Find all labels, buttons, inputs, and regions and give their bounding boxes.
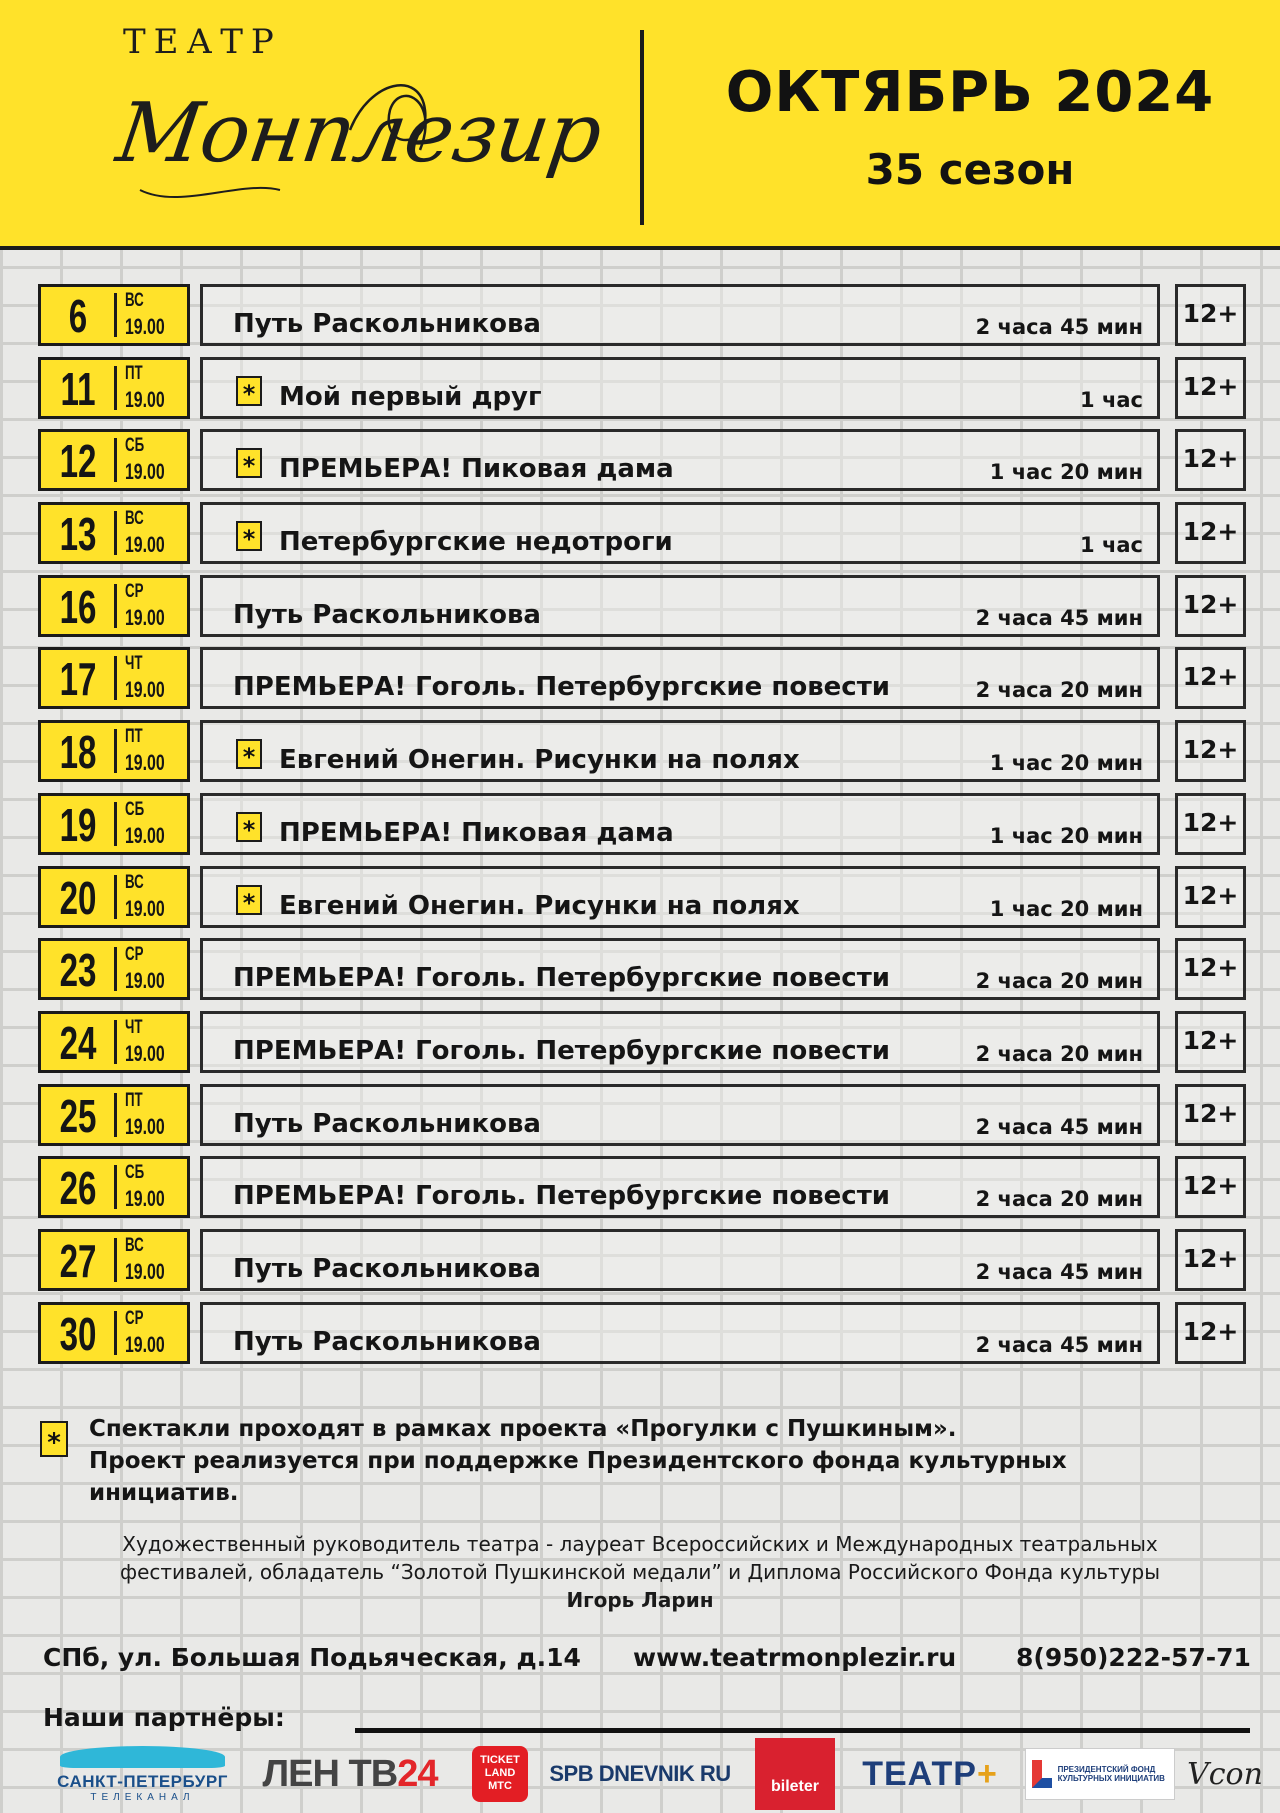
spbdnevnik-logo[interactable]: SPB DNEVNIK RU bbox=[549, 1761, 731, 1786]
age-rating-badge: 12+ bbox=[1175, 1084, 1246, 1146]
footnote bbox=[89, 1413, 1169, 1509]
spb-tv-logo[interactable] bbox=[55, 1740, 230, 1808]
show-time: 19.00 bbox=[125, 1331, 165, 1357]
age-rating-badge: 12+ bbox=[1175, 938, 1246, 1000]
age-rating-badge: 12+ bbox=[1175, 429, 1246, 491]
day-number: 12 bbox=[59, 435, 97, 488]
date-divider bbox=[114, 1238, 117, 1282]
partners-divider bbox=[355, 1728, 1250, 1733]
age-rating-badge: 12+ bbox=[1175, 1302, 1246, 1364]
date-box bbox=[38, 938, 190, 1000]
spb-tv-sub: ТЕЛЕКАНАЛ bbox=[90, 1791, 195, 1803]
date-divider bbox=[114, 656, 117, 700]
director-info bbox=[40, 1530, 1240, 1614]
date-divider bbox=[114, 1020, 117, 1064]
footnote-line: Проект реализуется при поддержке Президентского фонда культурных bbox=[89, 1448, 1067, 1474]
weekday: ВС bbox=[125, 871, 144, 893]
wave-icon bbox=[60, 1746, 225, 1768]
bileter-logo[interactable] bbox=[755, 1740, 835, 1808]
date-box bbox=[38, 284, 190, 346]
date-divider bbox=[114, 584, 117, 628]
show-title: ПРЕМЬЕРА! Гоголь. Петербургские повести bbox=[233, 1181, 890, 1212]
show-title: ПРЕМЬЕРА! Гоголь. Петербургские повести bbox=[233, 963, 890, 994]
date-box bbox=[38, 1302, 190, 1364]
show-time: 19.00 bbox=[125, 604, 165, 630]
show-title: Путь Раскольникова bbox=[233, 599, 541, 630]
theatre-logo: Монплезир bbox=[111, 86, 607, 181]
day-number: 23 bbox=[59, 944, 97, 997]
partners-logos bbox=[55, 1740, 1263, 1810]
asterisk-marker: * bbox=[236, 812, 262, 842]
show-box[interactable] bbox=[200, 429, 1160, 491]
spb-tv-name: САНКТ-ПЕТЕРБУРГ bbox=[57, 1771, 228, 1791]
show-title: Путь Раскольникова bbox=[233, 309, 541, 339]
date-box bbox=[38, 647, 190, 709]
show-time: 19.00 bbox=[125, 750, 165, 776]
show-box[interactable] bbox=[200, 575, 1160, 637]
show-title: Путь Раскольникова bbox=[233, 1108, 541, 1139]
show-time: 19.00 bbox=[125, 968, 165, 994]
day-number: 25 bbox=[59, 1089, 97, 1142]
day-number: 17 bbox=[59, 653, 97, 706]
director-name: Игорь Ларин bbox=[566, 1588, 714, 1612]
show-box[interactable] bbox=[200, 357, 1160, 419]
website-link[interactable]: www.teatrmonplezir.ru bbox=[633, 1643, 957, 1672]
weekday: ЧТ bbox=[125, 653, 143, 675]
header-divider bbox=[640, 30, 644, 225]
age-rating-badge: 12+ bbox=[1175, 1156, 1246, 1218]
date-divider bbox=[114, 947, 117, 991]
show-time: 19.00 bbox=[125, 895, 165, 921]
show-box[interactable] bbox=[200, 1302, 1160, 1364]
age-rating-badge: 12+ bbox=[1175, 793, 1246, 855]
schedule-row bbox=[38, 499, 1246, 572]
schedule-row bbox=[38, 935, 1246, 1008]
day-number: 20 bbox=[59, 871, 97, 924]
ticketland-logo[interactable] bbox=[470, 1740, 530, 1808]
day-number: 24 bbox=[59, 1016, 97, 1069]
show-box[interactable] bbox=[200, 647, 1160, 709]
date-box bbox=[38, 429, 190, 491]
age-rating-badge: 12+ bbox=[1175, 1011, 1246, 1073]
pfki-text: ПРЕЗИДЕНТСКИЙ ФОНД КУЛЬТУРНЫХ ИНИЦИАТИВ bbox=[1057, 1765, 1165, 1783]
schedule-row bbox=[38, 644, 1246, 717]
show-box[interactable] bbox=[200, 793, 1160, 855]
show-duration: 2 часа 20 мин bbox=[975, 1187, 1143, 1212]
age-rating-badge: 12+ bbox=[1175, 357, 1246, 419]
weekday: ВС bbox=[125, 508, 144, 530]
weekday: СР bbox=[125, 1307, 144, 1329]
show-box[interactable] bbox=[200, 1011, 1160, 1073]
age-rating-badge: 12+ bbox=[1175, 647, 1246, 709]
date-divider bbox=[114, 729, 117, 773]
show-box[interactable] bbox=[200, 866, 1160, 928]
weekday: ПТ bbox=[125, 1089, 143, 1111]
lentv-number: 24 bbox=[397, 1752, 438, 1795]
weekday: ПТ bbox=[125, 362, 143, 384]
lentv24-logo[interactable] bbox=[250, 1740, 450, 1808]
weekday: ВС bbox=[125, 290, 144, 311]
weekday: СБ bbox=[125, 798, 145, 820]
day-number: 13 bbox=[59, 508, 97, 561]
show-duration: 2 часа 45 мин bbox=[975, 605, 1143, 630]
day-number: 19 bbox=[59, 798, 97, 851]
date-box bbox=[38, 1011, 190, 1073]
show-time: 19.00 bbox=[125, 822, 165, 848]
weekday: СБ bbox=[125, 1162, 145, 1184]
age-rating-badge: 12+ bbox=[1175, 284, 1246, 346]
show-duration: 2 часа 45 мин bbox=[975, 1114, 1143, 1139]
show-title: Евгений Онегин. Рисунки на полях bbox=[279, 745, 800, 776]
director-line: Художественный руководитель театра - лауреат Всероссийских и Международных театральных bbox=[122, 1532, 1158, 1556]
age-rating-badge: 12+ bbox=[1175, 720, 1246, 782]
schedule-row bbox=[38, 790, 1246, 863]
day-number: 27 bbox=[59, 1234, 97, 1287]
asterisk-marker: * bbox=[236, 521, 262, 551]
schedule-row bbox=[38, 281, 1246, 354]
day-number: 16 bbox=[59, 580, 97, 633]
teatr-text: ТЕАТР bbox=[862, 1754, 977, 1793]
schedule-row bbox=[38, 717, 1246, 790]
show-duration: 2 часа 45 мин bbox=[975, 1332, 1143, 1357]
schedule-row bbox=[38, 1226, 1246, 1299]
day-number: 18 bbox=[59, 726, 97, 779]
date-box bbox=[38, 1156, 190, 1218]
asterisk-marker: * bbox=[236, 448, 262, 478]
show-box[interactable] bbox=[200, 1084, 1160, 1146]
show-duration: 1 час 20 мин bbox=[989, 751, 1143, 776]
date-box bbox=[38, 720, 190, 782]
show-duration: 1 час 20 мин bbox=[989, 896, 1143, 921]
show-duration: 2 часа 20 мин bbox=[975, 969, 1143, 994]
show-time: 19.00 bbox=[125, 459, 165, 485]
date-divider bbox=[114, 1093, 117, 1137]
date-box bbox=[38, 357, 190, 419]
address: СПб, ул. Большая Подьяческая, д.14 bbox=[43, 1643, 581, 1672]
day-number: 30 bbox=[59, 1307, 97, 1360]
bileter-text: bileter bbox=[755, 1738, 835, 1810]
show-title: Путь Раскольникова bbox=[233, 1326, 541, 1357]
date-box bbox=[38, 1229, 190, 1291]
header-banner bbox=[0, 0, 1280, 250]
schedule-row bbox=[38, 1081, 1246, 1154]
pfki-mark-icon bbox=[1032, 1760, 1052, 1788]
director-line: фестивалей, обладатель “Золотой Пушкинской медали” и Диплома Российского Фонда культуры bbox=[119, 1560, 1161, 1584]
show-box[interactable] bbox=[200, 284, 1160, 346]
schedule-list bbox=[38, 281, 1246, 1371]
schedule-row bbox=[38, 1008, 1246, 1081]
lentv-text: ЛЕН ТВ bbox=[262, 1752, 398, 1795]
season-title: 35 сезон bbox=[865, 145, 1075, 194]
show-title: ПРЕМЬЕРА! Гоголь. Петербургские повести bbox=[233, 1035, 890, 1066]
month-title: ОКТЯБРЬ 2024 bbox=[725, 60, 1215, 125]
show-title: ПРЕМЬЕРА! Пиковая дама bbox=[279, 454, 674, 485]
partners-label: Наши партнёры: bbox=[43, 1703, 285, 1732]
pfki-logo[interactable] bbox=[1025, 1740, 1175, 1808]
phone-number[interactable]: 8(950)222-57-71 bbox=[1016, 1643, 1251, 1672]
footnote-asterisk: * bbox=[40, 1421, 68, 1457]
asterisk-marker: * bbox=[236, 739, 262, 769]
date-divider bbox=[114, 802, 117, 846]
footnote-line: инициатив. bbox=[89, 1480, 239, 1506]
show-time: 19.00 bbox=[125, 532, 165, 558]
show-duration: 2 часа 45 мин bbox=[975, 315, 1143, 339]
asterisk-marker: * bbox=[236, 885, 262, 915]
show-time: 19.00 bbox=[125, 1040, 165, 1066]
schedule-row bbox=[38, 1299, 1246, 1372]
schedule-row bbox=[38, 863, 1246, 936]
show-duration: 1 час 20 мин bbox=[989, 460, 1143, 485]
show-box[interactable] bbox=[200, 720, 1160, 782]
contacts-bar bbox=[43, 1643, 1251, 1679]
schedule-row bbox=[38, 354, 1246, 427]
show-title: Мой первый друг bbox=[279, 381, 542, 412]
date-box bbox=[38, 793, 190, 855]
schedule-row bbox=[38, 572, 1246, 645]
date-divider bbox=[114, 875, 117, 919]
age-rating-badge: 12+ bbox=[1175, 575, 1246, 637]
teatr-plus-sign: + bbox=[976, 1754, 998, 1793]
show-time: 19.00 bbox=[125, 1186, 165, 1212]
date-box bbox=[38, 575, 190, 637]
show-duration: 2 часа 20 мин bbox=[975, 678, 1143, 703]
day-number: 6 bbox=[68, 290, 88, 342]
show-time: 19.00 bbox=[125, 314, 165, 339]
show-duration: 1 час bbox=[1080, 533, 1143, 558]
show-box[interactable] bbox=[200, 938, 1160, 1000]
date-divider bbox=[114, 438, 117, 482]
vcon-logo[interactable]: Vcon bbox=[1187, 1756, 1263, 1792]
show-duration: 1 час bbox=[1080, 387, 1143, 412]
ticketland-text: TICKET LAND МТС bbox=[472, 1746, 528, 1802]
day-number: 11 bbox=[60, 362, 96, 415]
show-duration: 1 час 20 мин bbox=[989, 823, 1143, 848]
date-divider bbox=[114, 1311, 117, 1355]
show-time: 19.00 bbox=[125, 386, 165, 412]
schedule-row bbox=[38, 426, 1246, 499]
schedule-row bbox=[38, 1153, 1246, 1226]
show-title: Путь Раскольникова bbox=[233, 1253, 541, 1284]
date-box bbox=[38, 1084, 190, 1146]
teatr-plus-logo[interactable] bbox=[855, 1740, 1005, 1808]
day-number: 26 bbox=[59, 1162, 97, 1215]
date-divider bbox=[114, 293, 117, 337]
show-title: ПРЕМЬЕРА! Пиковая дама bbox=[279, 817, 674, 848]
weekday: СБ bbox=[125, 435, 145, 457]
weekday: СР bbox=[125, 580, 144, 602]
theatre-word: ТЕАТР bbox=[123, 22, 282, 62]
footnote-line: Спектакли проходят в рамках проекта «Прогулки с Пушкиным». bbox=[89, 1416, 957, 1442]
date-box bbox=[38, 866, 190, 928]
weekday: СР bbox=[125, 944, 144, 966]
show-box[interactable] bbox=[200, 1156, 1160, 1218]
show-time: 19.00 bbox=[125, 677, 165, 703]
date-box bbox=[38, 502, 190, 564]
show-box[interactable] bbox=[200, 1229, 1160, 1291]
weekday: ПТ bbox=[125, 726, 143, 748]
show-time: 19.00 bbox=[125, 1258, 165, 1284]
date-divider bbox=[114, 366, 117, 410]
show-duration: 2 часа 20 мин bbox=[975, 1041, 1143, 1066]
show-duration: 2 часа 45 мин bbox=[975, 1259, 1143, 1284]
weekday: ЧТ bbox=[125, 1016, 143, 1038]
show-title: Евгений Онегин. Рисунки на полях bbox=[279, 890, 800, 921]
asterisk-marker: * bbox=[236, 376, 262, 406]
age-rating-badge: 12+ bbox=[1175, 866, 1246, 928]
weekday: ВС bbox=[125, 1234, 144, 1256]
show-title: Петербургские недотроги bbox=[279, 527, 673, 558]
age-rating-badge: 12+ bbox=[1175, 502, 1246, 564]
age-rating-badge: 12+ bbox=[1175, 1229, 1246, 1291]
date-divider bbox=[114, 1165, 117, 1209]
show-time: 19.00 bbox=[125, 1113, 165, 1139]
show-title: ПРЕМЬЕРА! Гоголь. Петербургские повести bbox=[233, 672, 890, 703]
date-divider bbox=[114, 511, 117, 555]
show-box[interactable] bbox=[200, 502, 1160, 564]
